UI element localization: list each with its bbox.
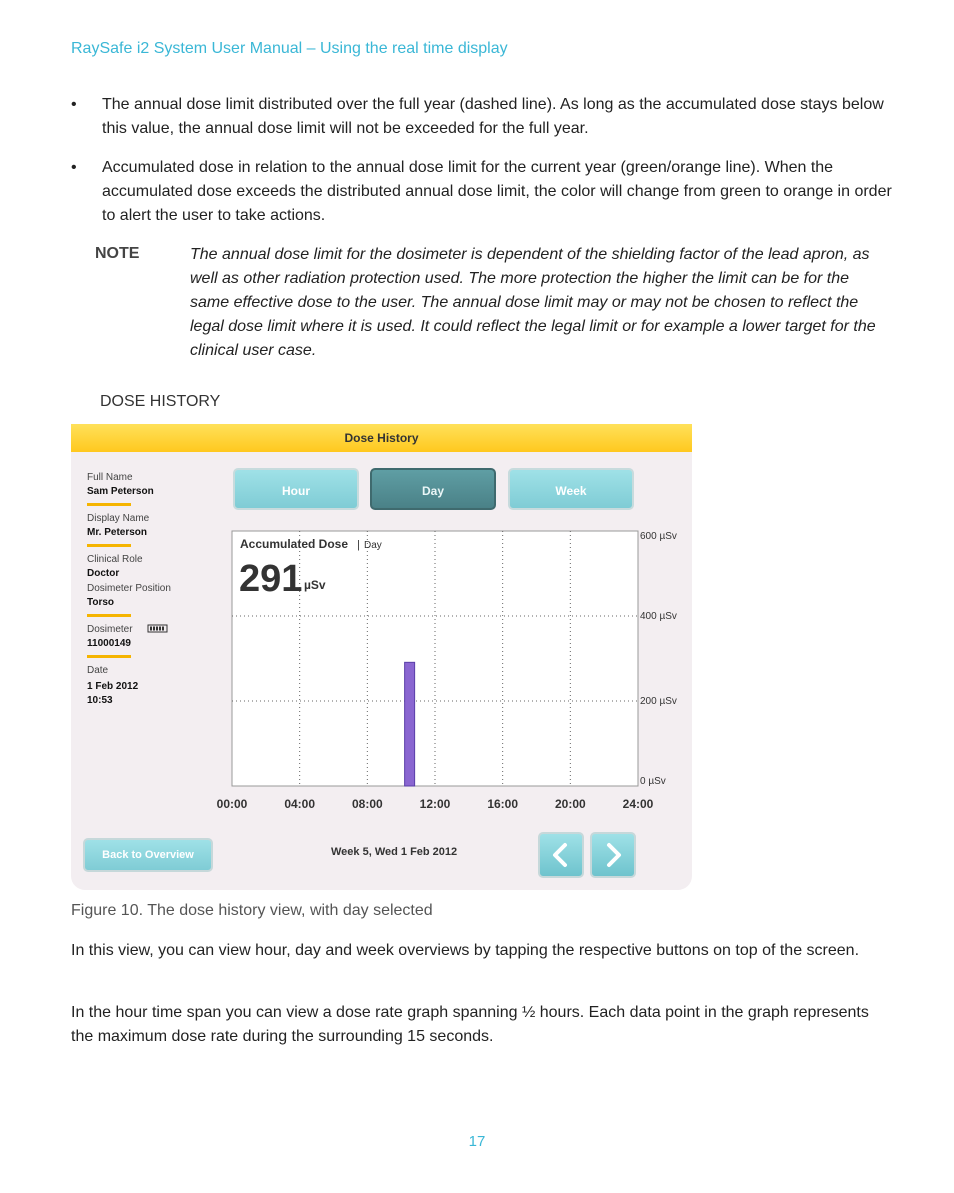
dosimeter-position-value: Torso [87,597,115,608]
y-tick-label: 400 µSv [640,611,677,622]
paragraph: In this view, you can view hour, day and week overviews by tapping the respective buttons on top of the screen. [71,942,860,959]
chart-period-separator: | [357,539,360,551]
period-label: Week 5, Wed 1 Feb 2012 [331,846,458,858]
dose-history-screen [71,424,692,890]
bullet-text: Accumulated dose in relation to the annual dose limit for the current year (green/orange line). When the accumulated dose exceeds the distributed annual dose limit, the color will change from green to orange in order to alert the user to take actions. [102,159,892,224]
paragraph: In the hour time span you can view a dose rate graph spanning ½ hours. Each data point in the graph represents the maximum dose rate during the surrounding 15 seconds. [71,1004,869,1045]
total-dose-value: 291 [239,558,303,600]
chevron-right-icon [592,834,634,876]
running-header: RaySafe i2 System User Manual – Using the real time display [71,40,508,57]
date-value: 1 Feb 2012 [87,681,139,692]
chevron-left-icon [540,834,582,876]
y-tick-label: 600 µSv [640,531,677,542]
divider [87,544,131,547]
note-label: NOTE [95,245,140,262]
x-tick-label: 04:00 [284,797,316,811]
bullet-marker: • [71,159,77,176]
tab-hour[interactable]: Hour [233,468,359,510]
bullet-item [71,156,891,228]
section-title: DOSE HISTORY [100,393,221,410]
divider [87,614,131,617]
divider [87,503,131,506]
x-tick-label: 16:00 [487,797,519,811]
tab-day[interactable]: Day [370,468,496,510]
dosimeter-label: Dosimeter [87,624,133,635]
date-label: Date [87,665,109,676]
display-name-label: Display Name [87,513,150,524]
chart-period: Day [364,540,382,551]
x-tick-label: 08:00 [351,797,383,811]
back-to-overview-button[interactable]: Back to Overview [83,838,213,872]
full-name-label: Full Name [87,472,133,483]
next-button[interactable] [590,832,636,878]
clinical-role-label: Clinical Role [87,554,143,565]
dose-bar [405,662,415,786]
dosimeter-value: 11000149 [87,638,131,649]
y-tick-label: 0 µSv [640,776,666,787]
battery-icon [147,624,169,633]
divider [87,655,131,658]
clinical-role-value: Doctor [87,568,120,579]
dosimeter-position-label: Dosimeter Position [87,583,171,594]
bullet-item [71,93,891,141]
full-name-value: Sam Peterson [87,486,154,497]
x-tick-label: 20:00 [554,797,586,811]
chart-title: Accumulated Dose [240,537,349,551]
tab-week[interactable]: Week [508,468,634,510]
x-tick-label: 00:00 [216,797,248,811]
total-dose-unit: µSv [304,578,326,592]
bullet-marker: • [71,96,77,113]
time-value: 10:53 [87,695,113,706]
note-text: The annual dose limit for the dosimeter is dependent of the shielding factor of the lead apron, as well as other radiation protection used. The more protection the higher the limit can be for the same effective dose to the user. The annual dose limit may or may not be chosen to reflect the legal dose limit where it is used. It could reflect the legal limit or for example a lower target for the clinical user case. [190,246,876,359]
screen-title: Dose History [71,424,692,452]
dose-chart [216,530,691,830]
bullet-text: The annual dose limit distributed over the full year (dashed line). As long as the accumulated dose stays below this value, the annual dose limit will not be exceeded for the full year. [102,96,884,137]
display-name-value: Mr. Peterson [87,527,148,538]
figure-caption: Figure 10. The dose history view, with day selected [71,902,433,919]
previous-button[interactable] [538,832,584,878]
y-tick-label: 200 µSv [640,696,677,707]
x-tick-label: 24:00 [622,797,654,811]
page-number: 17 [468,1133,486,1150]
x-tick-label: 12:00 [419,797,451,811]
